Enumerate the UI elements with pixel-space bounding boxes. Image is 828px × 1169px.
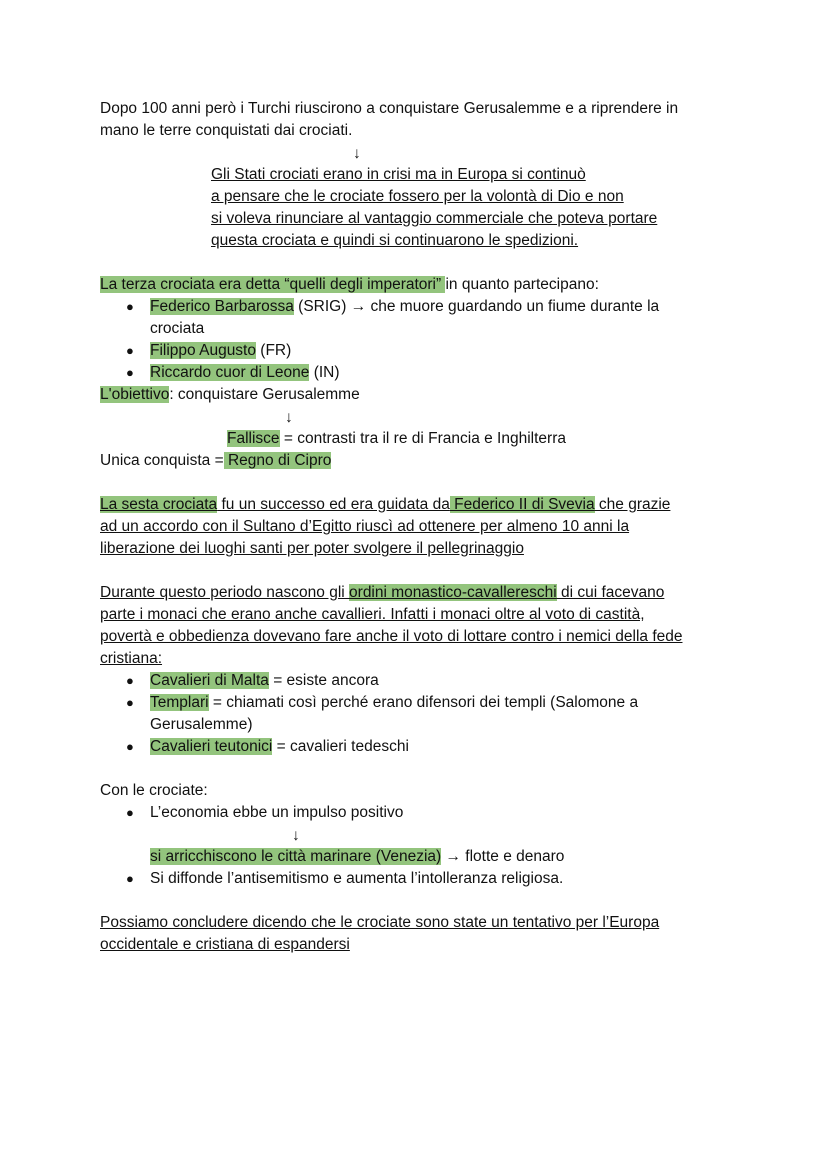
list-item [150, 692, 638, 714]
bullet-icon: ● [126, 673, 134, 688]
p1-note-line1: Gli Stati crociati erano in crisi ma in Europa si continuò [211, 166, 586, 183]
objective-line [100, 384, 360, 406]
orders-line1 [100, 582, 664, 604]
conquest-value: Regno di Cipro [223, 452, 332, 469]
third-intro-rest: in quanto partecipano: [445, 276, 599, 293]
third-intro-highlight: La terza crociata era detta “quelli degli imperatori” [100, 276, 446, 293]
list-item-name: Federico Barbarossa [150, 298, 294, 315]
objective-text: : conquistare Gerusalemme [169, 386, 360, 403]
list-item-rest: = esiste ancora [268, 672, 379, 689]
p1-line1: Dopo 100 anni però i Turchi riuscirono a conquistare Gerusalemme e a riprendere in [100, 100, 679, 117]
sixth-mid: fu un successo ed era guidata da [217, 496, 450, 513]
list-item [150, 296, 659, 318]
sixth-end: che grazie [594, 496, 671, 513]
p1-note-line2: a pensare che le crociate fossero per la volontà di Dio e non [211, 188, 624, 205]
fail-label: Fallisce [227, 430, 280, 447]
sixth-highlight-2: Federico II di Svevia [449, 496, 595, 513]
p1-note-line3: si voleva rinunciare al vantaggio commerciale che poteva portare [211, 210, 658, 227]
list-item-rest: = cavalieri tedeschi [272, 738, 409, 755]
down-arrow-icon: ↓ [292, 827, 300, 844]
orders-start: Durante questo periodo nascono gli [100, 584, 350, 601]
conclusion-line1: Possiamo concludere dicendo che le crociate sono state un tentativo per l’Europa [100, 914, 660, 931]
bullet-icon: ● [126, 365, 134, 380]
fail-text: = contrasti tra il re di Francia e Inghilterra [279, 430, 566, 447]
list-item-rest: (IN) [309, 364, 340, 381]
list-item-rest: (SRIG) → che muore guardando un fiume durante la [293, 298, 660, 315]
effects-intro: Con le crociate: [100, 782, 208, 799]
p1-line2: mano le terre conquistati dai crociati. [100, 122, 353, 139]
fail-line [227, 428, 566, 450]
p1-note-line4: questa crociata e quindi si continuarono le spedizioni. [211, 232, 579, 249]
conquest-line [100, 450, 331, 472]
list-item-name: Filippo Augusto [150, 342, 256, 359]
effects-item1-sub [150, 846, 564, 868]
sixth-line3: liberazione dei luoghi santi per poter svolgere il pellegrinaggio [100, 540, 524, 557]
bullet-icon: ● [126, 343, 134, 358]
list-item-name: Riccardo cuor di Leone [150, 364, 310, 381]
sixth-highlight-1: La sesta crociata [100, 496, 218, 513]
bullet-icon: ● [126, 695, 134, 710]
effects-item1: L’economia ebbe un impulso positivo [150, 804, 404, 821]
third-intro [100, 274, 599, 296]
list-item-name: Templari [150, 694, 209, 711]
list-item [150, 736, 409, 758]
down-arrow-icon: ↓ [285, 409, 293, 426]
sixth-line2: ad un accordo con il Sultano d’Egitto riuscì ad ottenere per almeno 10 anni la [100, 518, 630, 535]
objective-label: L'obiettivo [100, 386, 170, 403]
bullet-icon: ● [126, 299, 134, 314]
sixth-line1 [100, 494, 670, 516]
orders-highlight: ordini monastico-cavallereschi [349, 584, 557, 601]
orders-line2: parte i monaci che erano anche cavallieri. Infatti i monaci oltre al voto di castità, [100, 606, 645, 623]
list-item-rest: (FR) [256, 342, 292, 359]
list-item [150, 670, 379, 692]
effects-item2: Si diffonde l’antisemitismo e aumenta l’intolleranza religiosa. [150, 870, 564, 887]
list-item-rest: = chiamati così perché erano difensori dei templi (Salomone a [208, 694, 639, 711]
down-arrow-icon: ↓ [353, 145, 361, 162]
orders-line3: povertà e obbedienza dovevano fare anche il voto di lottare contro i nemici della fede [100, 628, 683, 645]
list-item-name: Cavalieri di Malta [150, 672, 269, 689]
bullet-icon: ● [126, 805, 134, 820]
conclusion-line2: occidentale e cristiana di espandersi [100, 936, 350, 953]
list-item [150, 362, 340, 384]
orders-end: di cui facevano [556, 584, 665, 601]
bullet-icon: ● [126, 739, 134, 754]
list-item-continuation: Gerusalemme) [150, 716, 253, 733]
list-item-name: Cavalieri teutonici [150, 738, 273, 755]
list-item-continuation: crociata [150, 320, 205, 337]
effects-item1-sub-highlight: si arricchiscono le città marinare (Venezia) [150, 848, 442, 865]
list-item [150, 340, 291, 362]
bullet-icon: ● [126, 871, 134, 886]
orders-line4: cristiana: [100, 650, 163, 667]
conquest-label: Unica conquista = [100, 452, 224, 469]
effects-item1-sub-rest: → flotte e denaro [441, 848, 565, 865]
